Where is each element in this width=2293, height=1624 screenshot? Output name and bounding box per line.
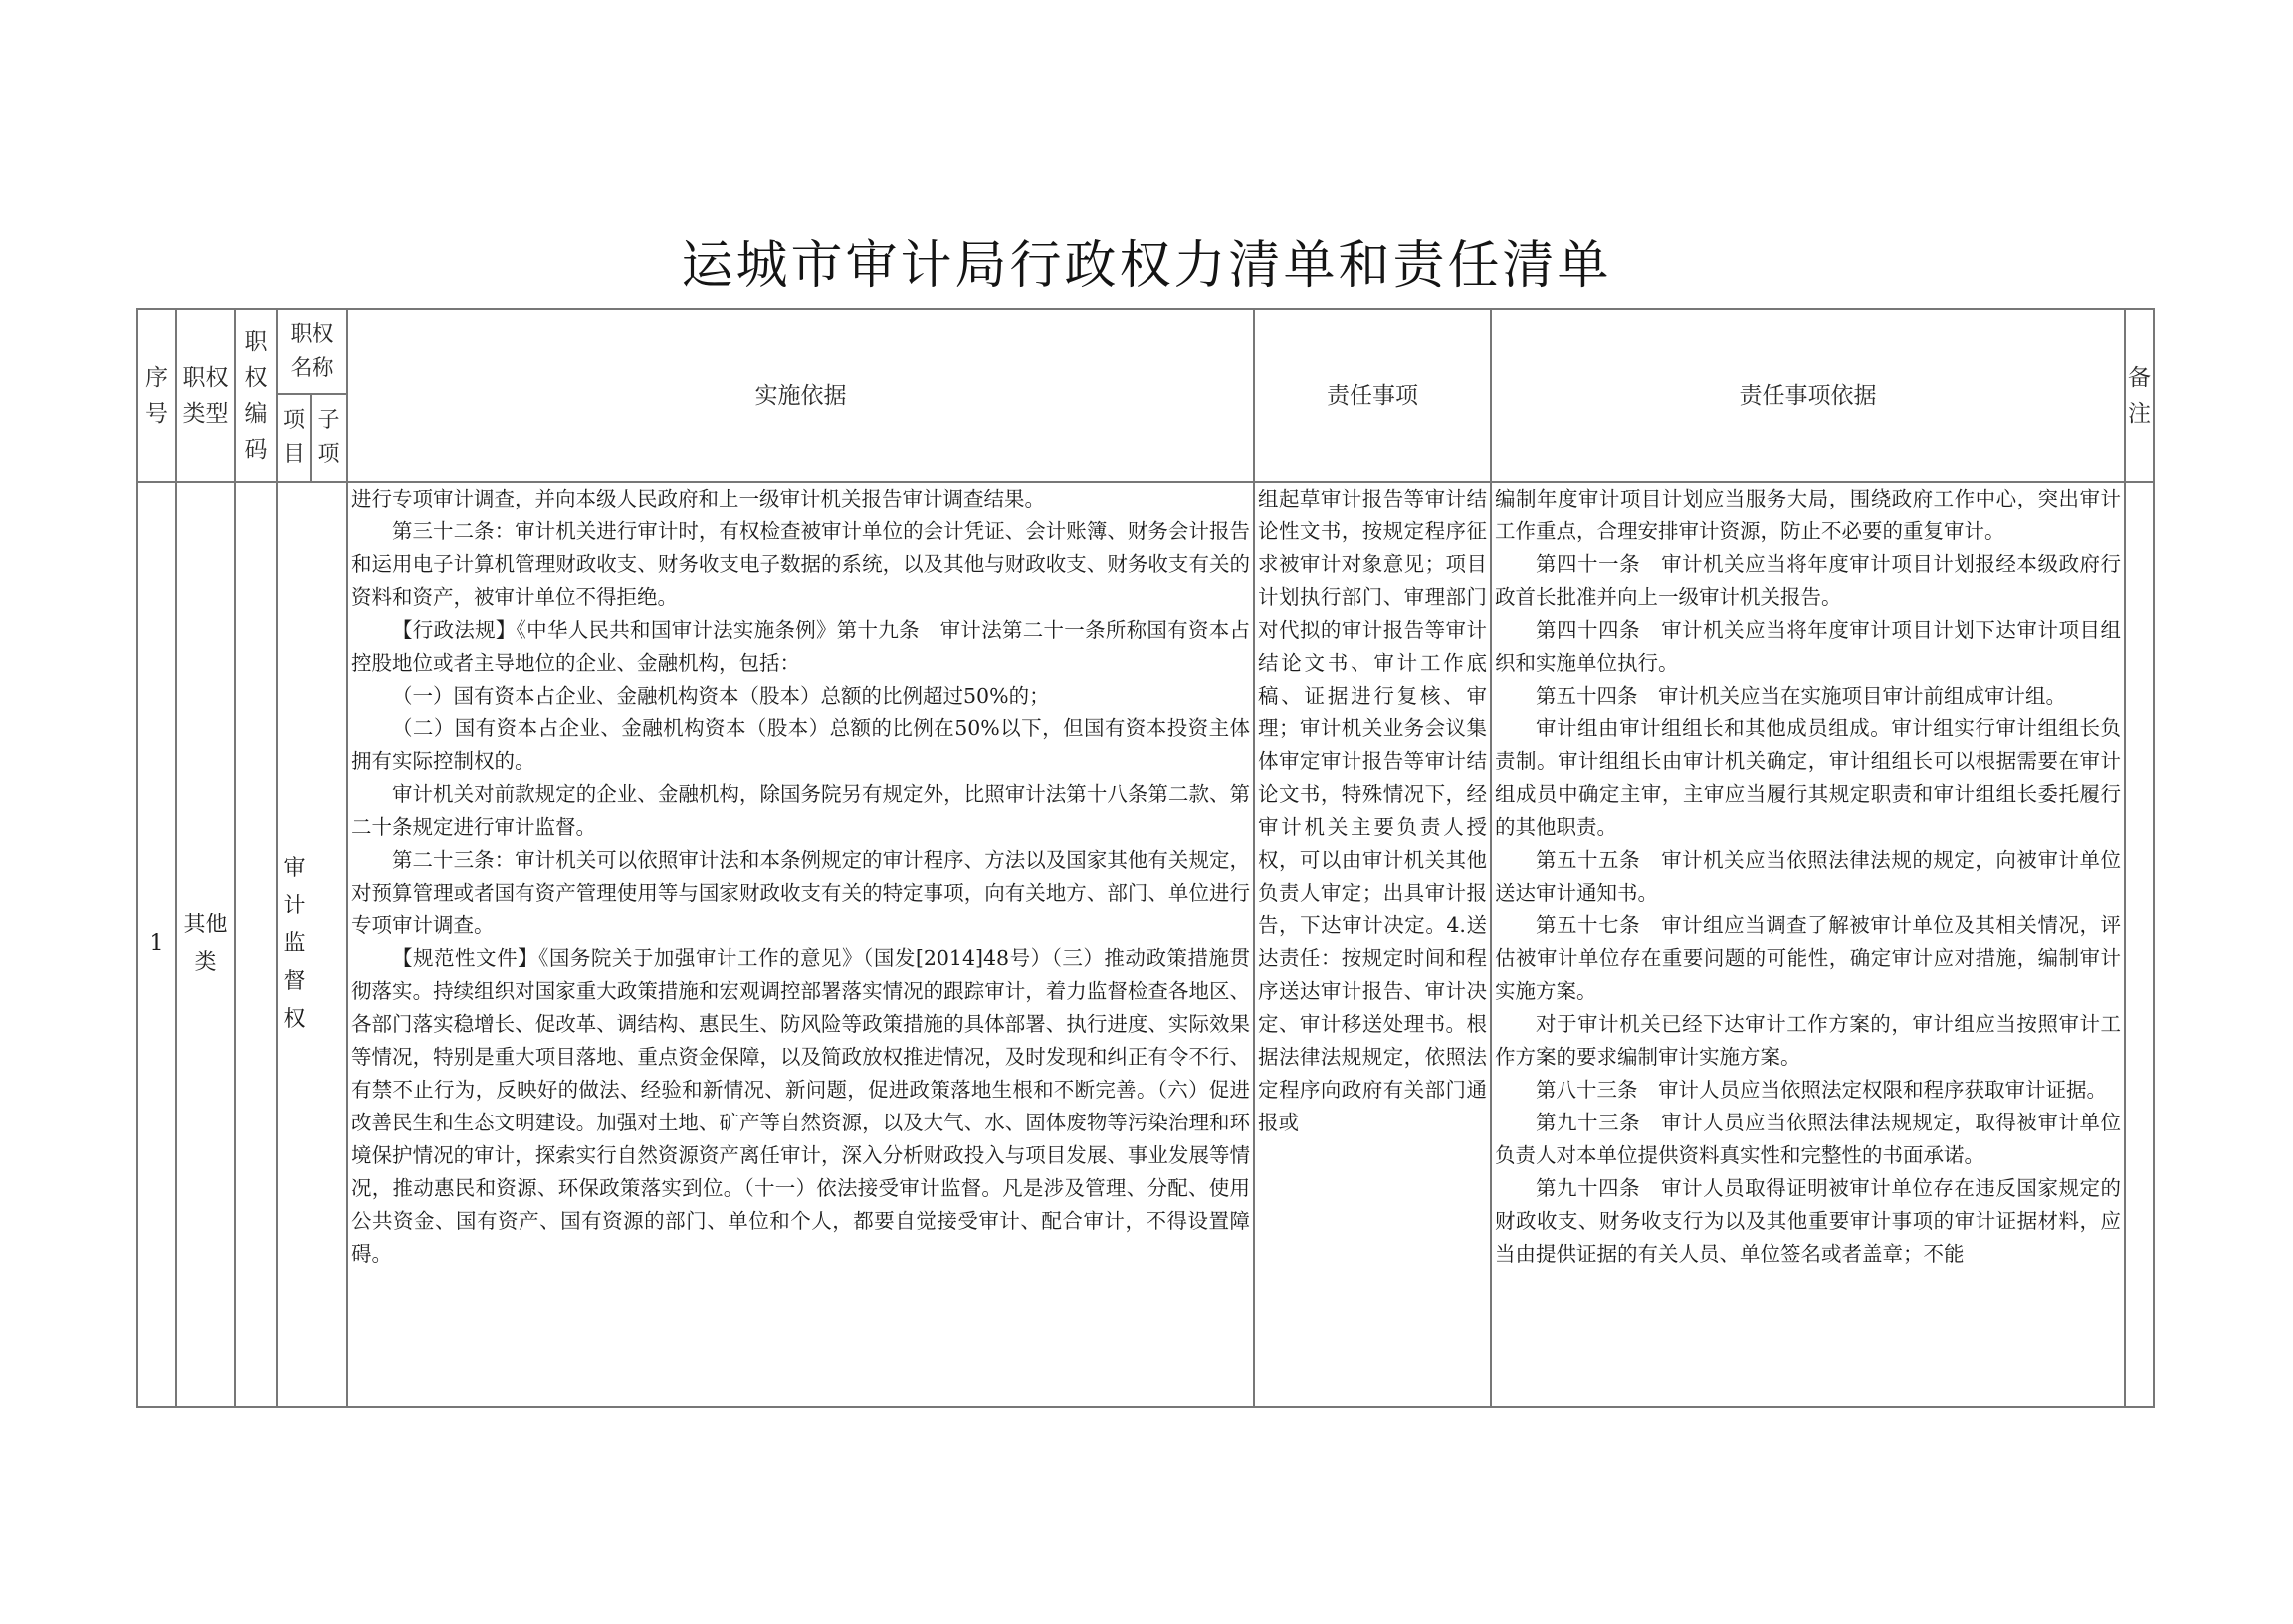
row-duty bbox=[1254, 482, 1491, 1407]
power-list-table bbox=[136, 308, 2155, 1408]
paragraph: 第二十三条：审计机关可以依照审计法和本条例规定的审计程序、方法以及国家其他有关规定，对预算管理或者国有资产管理使用等与国家财政收支有关的特定事项，向有关地方、部门、单位进行专项审计调查。 bbox=[351, 848, 1250, 937]
page-title: 运城市审计局行政权力清单和责任清单 bbox=[681, 236, 1612, 296]
header-remark: 备注 bbox=[2125, 309, 2154, 482]
paragraph: 第四十一条 审计机关应当将年度审计项目计划报经本级政府行政首长批准并向上一级审计机关报告。 bbox=[1495, 552, 2121, 609]
paragraph: 进行专项审计调查，并向本级人民政府和上一级审计机关报告审计调查结果。 bbox=[351, 487, 1045, 510]
paragraph: 第三十二条：审计机关进行审计时，有权检查被审计单位的会计凭证、会计账簿、财务会计报告和运用电子计算机管理财政收支、财务收支电子数据的系统，以及其他与财政收支、财务收支有关的资料和资产，被审计单位不得拒绝。 bbox=[351, 519, 1250, 609]
paragraph: 第九十三条 审计人员应当依照法律法规规定，取得被审计单位负责人对本单位提供资料真实性和完整性的书面承诺。 bbox=[1495, 1111, 2121, 1167]
paragraph: 审计机关对前款规定的企业、金融机构，除国务院另有规定外，比照审计法第十八条第二款、第二十条规定进行审计监督。 bbox=[351, 782, 1250, 839]
paragraph: 第四十四条 审计机关应当将年度审计项目计划下达审计项目组织和实施单位执行。 bbox=[1495, 618, 2121, 675]
header-duty-basis: 责任事项依据 bbox=[1491, 309, 2125, 482]
header-name: 职权名称 bbox=[277, 309, 347, 394]
paragraph: 第九十四条 审计人员取得证明被审计单位存在违反国家规定的财政收支、财务收支行为以及其他重要审计事项的审计证据材料，应当由提供证据的有关人员、单位签名或者盖章；不能 bbox=[1495, 1176, 2121, 1266]
paragraph: （二）国有资本占企业、金融机构资本（股本）总额的比例在50%以下，但国有资本投资主体拥有实际控制权的。 bbox=[351, 716, 1250, 773]
paragraph: 第五十四条 审计机关应当在实施项目审计前组成审计组。 bbox=[1536, 684, 2066, 708]
header-type: 职权类型 bbox=[176, 309, 235, 482]
header-duty: 责任事项 bbox=[1254, 309, 1491, 482]
duty-basis-text bbox=[1492, 483, 2124, 1406]
paragraph: 【行政法规】《中华人民共和国审计法实施条例》第十九条 审计法第二十一条所称国有资本占控股地位或者主导地位的企业、金融机构，包括： bbox=[351, 618, 1250, 675]
paragraph: 组起草审计报告等审计结论性文书，按规定程序征求被审计对象意见；项目计划执行部门、审理部门对代拟的审计报告等审计结论文书、审计工作底稿、证据进行复核、审理；审计机关业务会议集体审定审计报告等审计结论文书，特殊情况下，经审计机关主要负责人授权，可以由审计机关其他负责人审定；出具审计报告，下达审计决定。4.送达责任：按规定时间和程序送达审计报告、审计决定、审计移送处理书。根据法律法规规定，依照法定程序向政府有关部门通报或 bbox=[1258, 487, 1487, 1134]
row-seq: 1 bbox=[137, 482, 176, 1407]
basis-text bbox=[348, 483, 1253, 1406]
paragraph: 【规范性文件】《国务院关于加强审计工作的意见》（国发[2014]48号）（三）推动政策措施贯彻落实。持续组织对国家重大政策措施和宏观调控部署落实情况的跟踪审计，着力监督检查各地区、各部门落实稳增长、促改革、调结构、惠民生、防风险等政策措施的具体部署、执行进度、实际效果等情况，特别是重大项目落地、重点资金保障，以及简政放权推进情况，及时发现和纠正有令不行、有禁不止行为，反映好的做法、经验和新情况、新问题，促进政策落地生根和不断完善。（六）促进改善民生和生态文明建设。加强对土地、矿产等自然资源，以及大气、水、固体废物等污染治理和环境保护情况的审计，探索实行自然资源资产离任审计，深入分析财政投入与项目发展、事业发展等情况，推动惠民和资源、环保政策落实到位。（十一）依法接受审计监督。凡是涉及管理、分配、使用公共资金、国有资产、国有资源的部门、单位和个人，都要自觉接受审计、配合审计，不得设置障碍。 bbox=[351, 946, 1250, 1266]
paragraph: 第五十五条 审计机关应当依照法律法规的规定，向被审计单位送达审计通知书。 bbox=[1495, 848, 2121, 905]
header-seq: 序号 bbox=[137, 309, 176, 482]
row-duty-basis bbox=[1491, 482, 2125, 1407]
paragraph: 第五十七条 审计组应当调查了解被审计单位及其相关情况，评估被审计单位存在重要问题的可能性，确定审计应对措施，编制审计实施方案。 bbox=[1495, 914, 2121, 1003]
header-item: 项目 bbox=[277, 394, 311, 482]
paragraph: 对于审计机关已经下达审计工作方案的，审计组应当按照审计工作方案的要求编制审计实施方案。 bbox=[1495, 1012, 2121, 1069]
duty-text bbox=[1255, 483, 1490, 1406]
row-item: 审计监督权 bbox=[277, 482, 347, 1407]
header-code: 职权编码 bbox=[235, 309, 277, 482]
row-remark bbox=[2125, 482, 2154, 1407]
paragraph: 第八十三条 审计人员应当依照法定权限和程序获取审计证据。 bbox=[1536, 1078, 2107, 1102]
row-basis bbox=[347, 482, 1254, 1407]
paragraph: 审计组由审计组组长和其他成员组成。审计组实行审计组组长负责制。审计组组长由审计机关确定，审计组组长可以根据需要在审计组成员中确定主审，主审应当履行其规定职责和审计组组长委托履行的其他职责。 bbox=[1495, 716, 2121, 839]
header-basis: 实施依据 bbox=[347, 309, 1254, 482]
header-subitem: 子项 bbox=[311, 394, 347, 482]
paragraph: 编制年度审计项目计划应当服务大局，围绕政府工作中心，突出审计工作重点，合理安排审计资源，防止不必要的重复审计。 bbox=[1495, 487, 2121, 543]
row-code bbox=[235, 482, 277, 1407]
row-type: 其他类 bbox=[176, 482, 235, 1407]
paragraph: （一）国有资本占企业、金融机构资本（股本）总额的比例超过50%的； bbox=[392, 684, 1050, 708]
